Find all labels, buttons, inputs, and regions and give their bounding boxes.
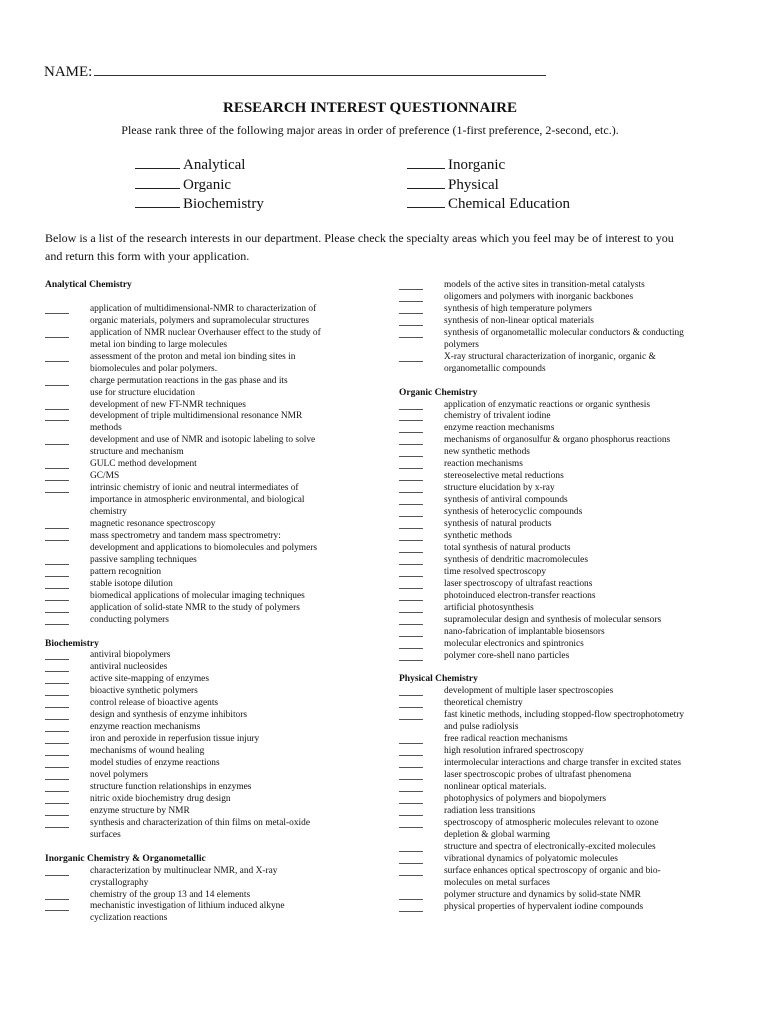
interest-item-text: stable isotope dilution [90, 578, 173, 589]
check-blank[interactable] [399, 719, 423, 720]
interest-item [399, 435, 709, 447]
interest-item [399, 698, 709, 710]
check-blank[interactable] [399, 803, 423, 804]
check-blank[interactable] [399, 480, 423, 481]
interest-item [399, 842, 709, 854]
interest-item-text: polymer core-shell nano particles [444, 650, 570, 661]
interest-item [399, 352, 709, 376]
check-blank[interactable] [45, 588, 69, 589]
interest-item-text: application of NMR nuclear Overhauser effect to the study of [90, 327, 321, 338]
check-blank[interactable] [399, 612, 423, 613]
interest-item [45, 710, 345, 722]
interest-item [45, 794, 345, 806]
interest-item-text: cyclization reactions [90, 913, 168, 924]
area-label: Chemical Education [448, 196, 571, 212]
check-blank[interactable] [399, 552, 423, 553]
interest-item-text: nano-fabrication of implantable biosensors [444, 626, 605, 637]
check-blank[interactable] [45, 659, 69, 660]
check-blank[interactable] [399, 648, 423, 649]
interest-item [45, 806, 345, 818]
check-blank[interactable] [399, 707, 423, 708]
interest-item-text: bioactive synthetic polymers [90, 686, 198, 697]
check-blank[interactable] [399, 911, 423, 912]
ranking-instructions: Please rank three of the following major areas in order of preference (1-first preference, 2-second, etc.). [121, 123, 619, 137]
interest-item-text: synthesis and characterization of thin films on metal-oxide [90, 817, 310, 828]
interest-item-text: charge permutation reactions in the gas phase and its [90, 375, 288, 386]
check-blank[interactable] [399, 504, 423, 505]
check-blank[interactable] [399, 779, 423, 780]
interest-item-text: crystallography [90, 877, 149, 888]
interest-item [399, 304, 709, 316]
interest-item [45, 519, 345, 531]
interest-item-text: application of solid-state NMR to the study of polymers [90, 602, 300, 613]
check-blank[interactable] [399, 624, 423, 625]
interest-item [399, 531, 709, 543]
interest-item-text: chemistry [90, 507, 127, 518]
interest-item-text: assessment of the proton and metal ion binding sites in [90, 351, 296, 362]
check-blank[interactable] [45, 743, 69, 744]
interest-item-text: mechanisms of wound healing [90, 746, 205, 757]
rank-blank[interactable] [407, 175, 445, 189]
interest-instructions: Below is a list of the research interests in our department. Please check the specialty areas which you feel may be of interest to you and return this form with your application. [45, 231, 674, 263]
interest-item [45, 770, 345, 782]
check-blank[interactable] [45, 875, 69, 876]
interest-item-text: oligomers and polymers with inorganic backbones [444, 291, 634, 302]
interest-item [399, 328, 709, 352]
check-blank[interactable] [399, 636, 423, 637]
interest-item-text: structure elucidation by x-ray [444, 483, 555, 494]
section-spacer [45, 292, 345, 304]
interest-item [45, 818, 345, 842]
interest-item-text: molecules on metal surfaces [444, 877, 550, 888]
check-blank[interactable] [399, 791, 423, 792]
interest-item-text: development of multiple laser spectroscopies [444, 686, 614, 697]
interest-item-text: application of enzymatic reactions or organic synthesis [444, 399, 651, 410]
page-title: RESEARCH INTEREST QUESTIONNAIRE [223, 100, 517, 116]
interest-item-text: control release of bioactive agents [90, 698, 219, 709]
interest-item [45, 734, 345, 746]
interest-item-text: depletion & global warming [444, 829, 550, 840]
check-blank[interactable] [45, 528, 69, 529]
interest-item [45, 758, 345, 770]
interest-item [399, 854, 709, 866]
check-blank[interactable] [399, 301, 423, 302]
interest-item [399, 316, 709, 328]
interest-item-text: fast kinetic methods, including stopped-flow spectrophotometry [444, 710, 685, 721]
right-interest-column [399, 280, 709, 913]
interest-item [399, 603, 709, 615]
interest-item-text: synthesis of high temperature polymers [444, 303, 592, 314]
interest-item [399, 519, 709, 531]
check-blank[interactable] [399, 528, 423, 529]
area-row-physical [407, 175, 570, 195]
interest-item-text: intrinsic chemistry of ionic and neutral intermediates of [90, 483, 299, 494]
interest-item [399, 483, 709, 495]
interest-item [45, 555, 345, 567]
rank-blank[interactable] [135, 155, 180, 169]
interest-item-text: iron and peroxide in reperfusion tissue injury [90, 734, 260, 745]
interest-item-text: supramolecular design and synthesis of molecular sensors [444, 614, 662, 625]
area-label: Biochemistry [183, 196, 264, 212]
area-label: Analytical [183, 157, 246, 173]
interest-item [399, 890, 709, 902]
interest-item [45, 686, 345, 698]
interest-item [45, 674, 345, 686]
section-title: Physical Chemistry [399, 674, 478, 685]
interest-item [399, 806, 709, 818]
interest-item-text: synthetic methods [444, 530, 512, 541]
interest-item-text: structure function relationships in enzymes [90, 781, 252, 792]
check-blank[interactable] [45, 492, 69, 493]
check-blank[interactable] [45, 612, 69, 613]
check-blank[interactable] [399, 325, 423, 326]
interest-item-text: passive sampling techniques [90, 554, 197, 565]
interest-item [399, 555, 709, 567]
check-blank[interactable] [45, 600, 69, 601]
interest-item-text: polymer structure and dynamics by solid-state NMR [444, 889, 641, 900]
check-blank[interactable] [399, 588, 423, 589]
check-blank[interactable] [45, 695, 69, 696]
interest-item [399, 639, 709, 651]
section-spacer [45, 842, 345, 854]
interest-item-text: development and use of NMR and isotopic labeling to solve [90, 435, 316, 446]
interest-item-text: models of the active sites in transition-metal catalysts [444, 280, 645, 290]
interest-item-text: chemistry of trivalent iodine [444, 411, 551, 422]
check-blank[interactable] [45, 707, 69, 708]
interest-item-text: importance in atmospheric environmental, and biological [90, 495, 305, 506]
check-blank[interactable] [399, 875, 423, 876]
check-blank[interactable] [45, 624, 69, 625]
interest-item [399, 615, 709, 627]
interest-item [45, 304, 345, 328]
interest-item-text: synthesis of natural products [444, 519, 552, 530]
area-label: Inorganic [448, 157, 506, 173]
check-blank[interactable] [399, 851, 423, 852]
interest-item-text: enzyme structure by NMR [90, 805, 190, 816]
interest-item [45, 650, 345, 662]
section-title: Inorganic Chemistry & Organometallic [45, 853, 206, 864]
interest-item [45, 746, 345, 758]
check-blank[interactable] [399, 576, 423, 577]
check-blank[interactable] [45, 767, 69, 768]
interest-item-text: magnetic resonance spectroscopy [90, 519, 216, 530]
section-spacer [399, 662, 709, 674]
check-blank[interactable] [45, 420, 69, 421]
interest-item-text: synthesis of organometallic molecular conductors & conducting [444, 327, 684, 338]
interest-item-text: X-ray structural characterization of inorganic, organic & [444, 351, 656, 362]
interest-item-text: biomedical applications of molecular imaging techniques [90, 590, 305, 601]
interest-item [45, 890, 345, 902]
major-areas-left [135, 155, 264, 214]
check-blank[interactable] [399, 899, 423, 900]
interest-item-text: development of new FT-NMR techniques [90, 399, 246, 410]
interest-item [399, 794, 709, 806]
check-blank[interactable] [399, 743, 423, 744]
interest-item [399, 734, 709, 746]
interest-item [45, 615, 345, 627]
interest-item [399, 818, 709, 842]
interest-item [399, 591, 709, 603]
interest-item-text: synthesis of dendritic macromolecules [444, 554, 588, 565]
check-blank[interactable] [45, 480, 69, 481]
interest-item [45, 722, 345, 734]
check-blank[interactable] [399, 409, 423, 410]
interest-item-text: radiation less transitions [444, 805, 536, 816]
check-blank[interactable] [399, 432, 423, 433]
check-blank[interactable] [399, 767, 423, 768]
interest-item-text: development and applications to biomolecules and polymers [90, 542, 318, 553]
interest-item [399, 471, 709, 483]
interest-item-text: enzyme reaction mechanisms [90, 722, 201, 733]
interest-item-text: artificial photosynthesis [444, 602, 534, 613]
interest-item [399, 567, 709, 579]
interest-item-text: application of multidimensional-NMR to characterization of [90, 303, 317, 314]
interest-item-text: organic materials, polymers and supramolecular structures [90, 315, 310, 326]
interest-item-text: mass spectrometry and tandem mass spectrometry: [90, 530, 281, 541]
interest-item-text: synthesis of heterocyclic compounds [444, 507, 583, 518]
name-blank-line[interactable] [94, 63, 546, 76]
interest-item-text: mechanistic investigation of lithium induced alkyne [90, 901, 285, 912]
check-blank[interactable] [399, 444, 423, 445]
interest-item-text: photophysics of polymers and biopolymers [444, 793, 606, 804]
interest-item-text: reaction mechanisms [444, 459, 523, 470]
interest-item [45, 567, 345, 579]
rank-blank[interactable] [407, 155, 445, 169]
check-blank[interactable] [399, 337, 423, 338]
name-label: NAME: [44, 64, 93, 80]
interest-item-text: spectroscopy of atmospheric molecules relevant to ozone [444, 817, 659, 828]
section-title: Biochemistry [45, 638, 99, 649]
interest-item-text: use for structure elucidation [90, 387, 195, 398]
check-blank[interactable] [399, 540, 423, 541]
interest-item-text: surface enhances optical spectroscopy of organic and bio- [444, 865, 661, 876]
interest-item-text: biomolecules and polar polymers. [90, 363, 218, 374]
interest-item-text: mechanisms of organosulfur & organo phosphorus reactions [444, 435, 671, 446]
check-blank[interactable] [45, 576, 69, 577]
interest-item [399, 627, 709, 639]
check-blank[interactable] [399, 564, 423, 565]
interest-item-text: synthesis of antiviral compounds [444, 495, 568, 506]
interest-item-text: new synthetic methods [444, 447, 530, 458]
interest-item-text: organometallic compounds [444, 363, 546, 374]
interest-item-text: active site-mapping of enzymes [90, 674, 209, 685]
check-blank[interactable] [45, 827, 69, 828]
interest-item [399, 400, 709, 412]
interest-item [45, 411, 345, 435]
interest-item [399, 758, 709, 770]
check-blank[interactable] [399, 600, 423, 601]
interest-item [399, 770, 709, 782]
check-blank[interactable] [399, 289, 423, 290]
area-row-organic [135, 175, 264, 195]
rank-blank[interactable] [135, 194, 180, 208]
left-interest-column [45, 280, 345, 925]
major-areas-right [407, 155, 570, 214]
interest-item [45, 471, 345, 483]
area-label: Physical [448, 176, 499, 193]
check-blank[interactable] [45, 719, 69, 720]
check-blank[interactable] [45, 910, 69, 911]
interest-item [399, 459, 709, 471]
interest-item [399, 746, 709, 758]
check-blank[interactable] [399, 420, 423, 421]
check-blank[interactable] [45, 313, 69, 314]
check-blank[interactable] [399, 863, 423, 864]
interest-item [399, 543, 709, 555]
interest-item [45, 328, 345, 352]
check-blank[interactable] [399, 492, 423, 493]
check-blank[interactable] [45, 409, 69, 410]
check-blank[interactable] [45, 683, 69, 684]
interest-item-text: model studies of enzyme reactions [90, 758, 220, 769]
check-blank[interactable] [45, 815, 69, 816]
interest-item [45, 352, 345, 376]
interest-item-text: surfaces [90, 829, 121, 840]
section-spacer [45, 627, 345, 639]
interest-item-text: chemistry of the group 13 and 14 elements [90, 889, 251, 900]
interest-item [399, 411, 709, 423]
name-field [44, 63, 546, 81]
check-blank[interactable] [399, 313, 423, 314]
check-blank[interactable] [45, 779, 69, 780]
interest-item [399, 651, 709, 663]
interest-item-text: intermolecular interactions and charge transfer in excited states [444, 758, 681, 769]
interest-item-text: high resolution infrared spectroscopy [444, 746, 584, 757]
check-blank[interactable] [399, 827, 423, 828]
check-blank[interactable] [45, 468, 69, 469]
check-blank[interactable] [45, 899, 69, 900]
interest-item [399, 447, 709, 459]
interest-item-text: nitric oxide biochemistry drug design [90, 793, 231, 804]
interest-item-text: antiviral biopolymers [90, 650, 171, 661]
interest-item [399, 495, 709, 507]
interest-item [45, 866, 345, 890]
check-blank[interactable] [45, 564, 69, 565]
interest-item-text: methods [90, 423, 122, 434]
interest-item [399, 292, 709, 304]
interest-item [45, 579, 345, 591]
check-blank[interactable] [399, 660, 423, 661]
check-blank[interactable] [45, 755, 69, 756]
interest-item-text: pattern recognition [90, 566, 162, 577]
check-blank[interactable] [399, 815, 423, 816]
interest-item-text: enzyme reaction mechanisms [444, 423, 555, 434]
section-title: Analytical Chemistry [45, 280, 132, 290]
interest-item [45, 400, 345, 412]
check-blank[interactable] [45, 803, 69, 804]
interest-item-text: total synthesis of natural products [444, 542, 571, 553]
check-blank[interactable] [45, 671, 69, 672]
interest-item-text: GC/MS [90, 471, 120, 482]
interest-item-text: synthesis of non-linear optical materials [444, 315, 594, 326]
interest-item-text: antiviral nucleosides [90, 662, 168, 673]
interest-item-text: stereoselective metal reductions [444, 471, 564, 482]
section-spacer [399, 376, 709, 388]
interest-item [399, 902, 709, 914]
area-label: Organic [183, 176, 232, 193]
check-blank[interactable] [45, 540, 69, 541]
section-title: Organic Chemistry [399, 387, 478, 398]
interest-item-text: structure and spectra of electronically-excited molecules [444, 841, 656, 852]
check-blank[interactable] [45, 361, 69, 362]
interest-item [45, 591, 345, 603]
interest-item-text: theoretical chemistry [444, 698, 523, 709]
interest-item [399, 686, 709, 698]
rank-blank[interactable] [135, 175, 180, 189]
area-row-analytical [135, 155, 264, 175]
interest-item-text: photoinduced electron-transfer reactions [444, 590, 596, 601]
interest-item [399, 280, 709, 292]
check-blank[interactable] [399, 516, 423, 517]
check-blank[interactable] [399, 695, 423, 696]
interest-item-text: free radical reaction mechanisms [444, 734, 568, 745]
check-blank[interactable] [399, 755, 423, 756]
interest-item [399, 579, 709, 591]
interest-item-text: design and synthesis of enzyme inhibitors [90, 710, 248, 721]
area-row-biochemistry [135, 194, 264, 214]
interest-item [45, 603, 345, 615]
check-blank[interactable] [45, 731, 69, 732]
interest-item [45, 459, 345, 471]
interest-item-text: vibrational dynamics of polyatomic molecules [444, 853, 618, 864]
check-blank[interactable] [45, 385, 69, 386]
interest-item-text: GULC method development [90, 459, 197, 470]
interest-item [45, 662, 345, 674]
interest-item-text: physical properties of hypervalent iodine compounds [444, 901, 644, 912]
rank-blank[interactable] [407, 194, 445, 208]
interest-item-text: and pulse radiolysis [444, 722, 519, 733]
interest-item-text: conducting polymers [90, 614, 169, 625]
interest-item [45, 531, 345, 555]
interest-item [399, 866, 709, 890]
interest-item [45, 698, 345, 710]
interest-item [399, 423, 709, 435]
interest-item-text: characterization by multinuclear NMR, and X-ray [90, 865, 278, 876]
area-row-inorganic [407, 155, 570, 175]
area-row-chemical-education [407, 194, 570, 214]
interest-item [45, 435, 345, 459]
interest-item-text: nonlinear optical materials. [444, 781, 547, 792]
interest-item-text: development of triple multidimensional resonance NMR [90, 411, 303, 422]
check-blank[interactable] [399, 456, 423, 457]
interest-item-text: molecular electronics and spintronics [444, 638, 584, 649]
interest-item-text: time resolved spectroscopy [444, 566, 547, 577]
check-blank[interactable] [45, 791, 69, 792]
check-blank[interactable] [399, 468, 423, 469]
check-blank[interactable] [399, 361, 423, 362]
interest-item [399, 782, 709, 794]
interest-item-text: laser spectroscopy of ultrafast reactions [444, 578, 593, 589]
check-blank[interactable] [45, 337, 69, 338]
interest-item-text: novel polymers [90, 770, 149, 781]
interest-item [45, 483, 345, 519]
interest-item [45, 782, 345, 794]
interest-item [45, 376, 345, 400]
interest-item-text: structure and mechanism [90, 447, 184, 458]
interest-item-text: polymers [444, 339, 479, 350]
interest-item [399, 710, 709, 734]
interest-item-text: laser spectroscopic probes of ultrafast phenomena [444, 770, 632, 781]
check-blank[interactable] [45, 444, 69, 445]
interest-item [45, 901, 345, 925]
interest-item-text: metal ion binding to large molecules [90, 339, 228, 350]
interest-item [399, 507, 709, 519]
